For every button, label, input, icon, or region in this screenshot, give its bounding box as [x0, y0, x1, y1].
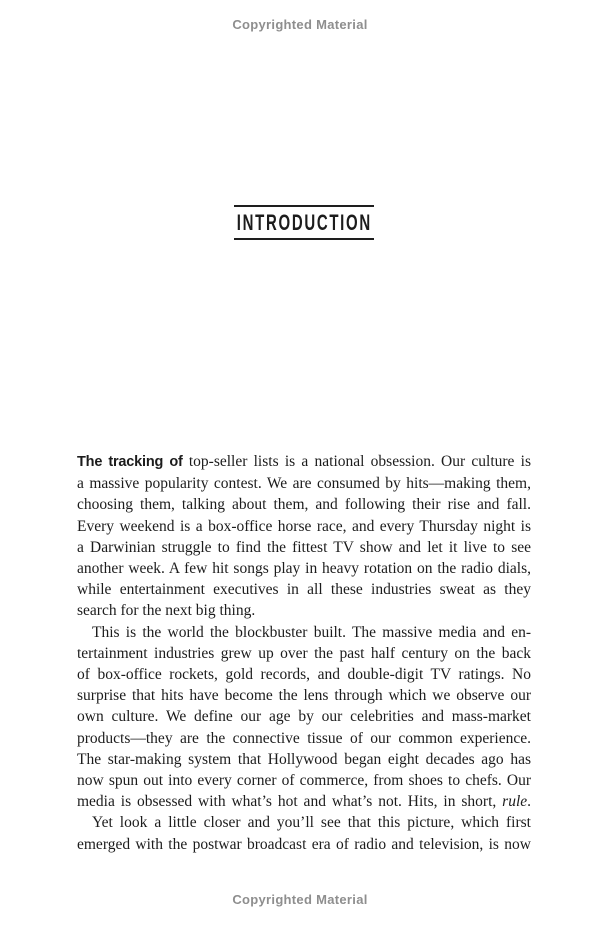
text-line	[77, 451, 531, 473]
text-line	[77, 834, 531, 855]
text-segment: emerged with the postwar broadcast era of radio and television, is now	[77, 835, 531, 853]
text-line	[77, 706, 531, 727]
text-line-content	[77, 600, 255, 621]
text-line-content	[77, 537, 531, 558]
text-segment: choosing them, talking about them, and following their rise and fall.	[77, 496, 531, 514]
text-line	[77, 516, 531, 537]
text-line-content	[92, 812, 531, 833]
text-line-content	[77, 516, 531, 537]
text-line-content	[77, 728, 531, 749]
text-segment: while entertainment executives in all these industries sweat as they	[77, 581, 531, 599]
text-line-content	[77, 473, 531, 494]
text-segment: Every weekend is a box-office horse race, and every Thursday night is	[77, 517, 531, 535]
chapter-heading-block	[77, 205, 531, 240]
text-segment: products—they are the connective tissue of our common experience.	[77, 729, 531, 747]
text-segment: rule	[502, 793, 528, 811]
text-line-content	[77, 706, 531, 727]
text-segment: search for the next big thing.	[77, 602, 256, 620]
text-line	[77, 643, 531, 664]
text-line	[77, 622, 531, 643]
text-line-content	[77, 749, 531, 770]
text-line	[77, 473, 531, 494]
text-line-content	[77, 494, 531, 515]
paragraph-lead-text: The tracking of	[77, 454, 183, 470]
text-line-content	[77, 791, 531, 812]
text-segment: surprise that hits have become the lens through which we observe our	[77, 687, 531, 705]
text-line	[77, 812, 531, 833]
text-line-content	[92, 622, 531, 643]
heading-rule-bottom	[234, 238, 374, 240]
text-line-content	[77, 770, 531, 791]
text-line	[77, 558, 531, 579]
text-segment: The star-making system that Hollywood began eight decades ago has	[77, 750, 531, 768]
text-line	[77, 749, 531, 770]
chapter-heading: INTRODUCTION	[236, 210, 372, 235]
text-line-content	[77, 451, 531, 473]
text-segment: a Darwinian struggle to find the fittest TV show and let it live to see	[77, 538, 531, 556]
text-segment: another week. A few hit songs play in heavy rotation on the radio dials,	[77, 560, 531, 578]
text-line-content	[77, 558, 531, 579]
text-line	[77, 770, 531, 791]
text-segment: now spun out into every corner of commerce, from shoes to chefs. Our	[77, 772, 531, 790]
heading-rule-top	[234, 205, 374, 207]
text-segment: top-seller lists is a national obsession. Our culture is	[182, 453, 531, 470]
text-segment: media is obsessed with what’s hot and what’s not. Hits, in short,	[77, 793, 503, 811]
text-segment: tertainment industries grew up over the past half century on the back	[77, 644, 531, 662]
text-segment: Yet look a little closer and you’ll see that this picture, which first	[92, 814, 531, 832]
text-line	[77, 537, 531, 558]
text-line-content	[77, 834, 531, 855]
text-segment: .	[527, 793, 531, 811]
text-line	[77, 685, 531, 706]
text-line-content	[77, 579, 531, 600]
text-line	[77, 728, 531, 749]
body-text	[77, 451, 531, 855]
text-segment: a massive popularity contest. We are consumed by hits—making them,	[77, 475, 531, 493]
text-line	[77, 600, 531, 621]
text-line-content	[77, 685, 531, 706]
copyright-notice-top: Copyrighted Material	[232, 17, 368, 32]
text-line	[77, 579, 531, 600]
text-segment: of box-office rockets, gold records, and double-digit TV ratings. No	[77, 666, 531, 684]
text-line-content	[77, 643, 531, 664]
text-line-content	[77, 664, 531, 685]
copyright-notice-bottom: Copyrighted Material	[232, 892, 368, 907]
text-line	[77, 664, 531, 685]
text-segment: own culture. We define our age by our celebrities and mass-market	[77, 708, 531, 726]
text-line	[77, 494, 531, 515]
text-line	[77, 791, 531, 812]
text-segment: This is the world the blockbuster built. The massive media and en-	[92, 623, 531, 641]
